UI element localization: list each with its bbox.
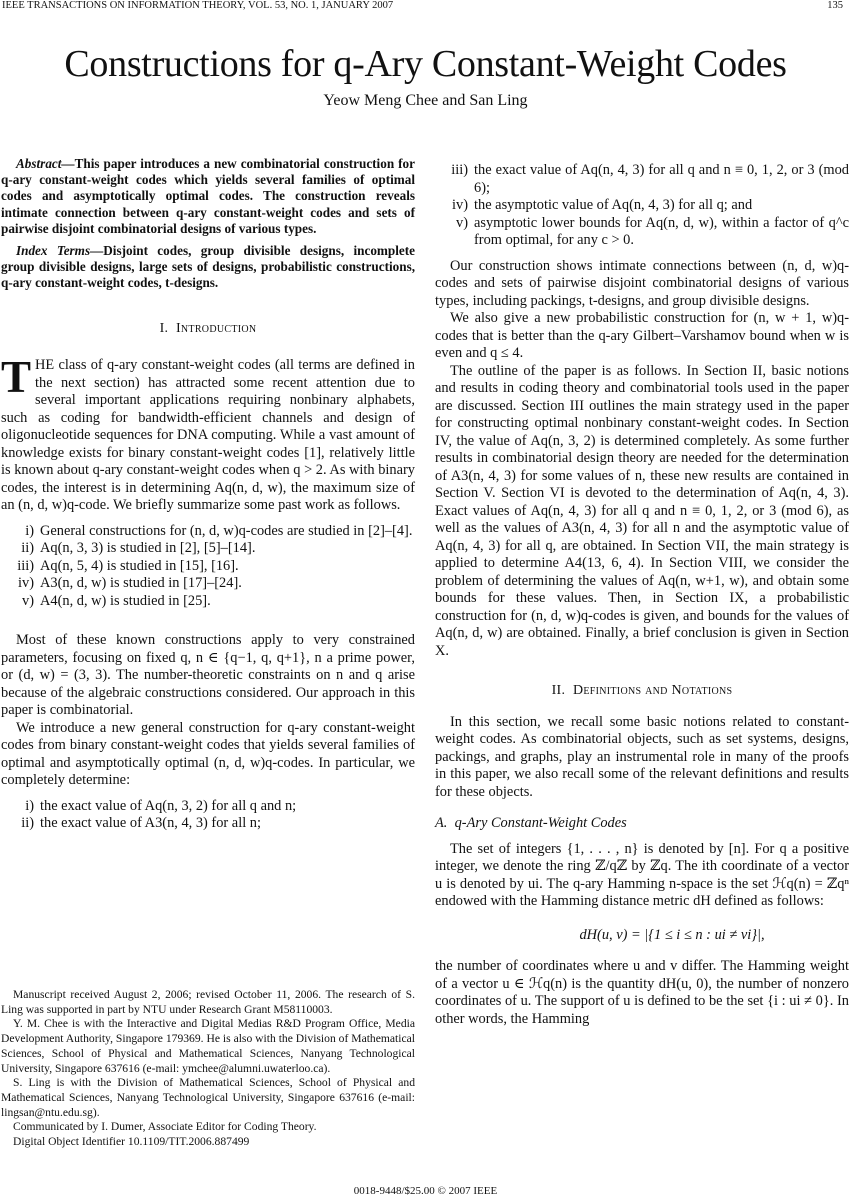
section-1-number: I.	[159, 320, 169, 336]
subsection-heading	[435, 815, 849, 833]
footnote: Communicated by I. Dumer, Associate Editor for Coding Theory.	[13, 1120, 317, 1134]
results-list-continued	[435, 162, 849, 250]
intro-paragraph-1	[1, 352, 415, 515]
list-item: ii) the exact value of A3(n, 4, 3) for all n;	[21, 815, 261, 832]
page-number: 135	[827, 0, 843, 11]
subsection-title: q-Ary Constant-Weight Codes	[454, 815, 627, 831]
results-list	[1, 798, 415, 833]
intro-paragraph-1-text: HE class of q-ary constant-weight codes (all terms are defined in the next section) has attracted some recent attention due to several important applications requiring nonbinary alphabets, such as coding for bandwidth-efficient channels and design of oligonucleotide sequences for DNA computing. While a vast amount of knowledge exists for binary constant-weight codes [1], relatively little is known about q-ary constant-weight codes when q > 2. As with binary codes, the interest is in determining Aq(n, d, w), the maximum size of an (n, d, w)q-code. We briefly summarize some past work as follows.	[1, 357, 415, 514]
footnote: Y. M. Chee is with the Interactive and Digital Medias R&D Program Office, Media Development Authority, Singapore 179369. He is also with the Division of Mathematical Sciences, School of Physical and Mathematical Sciences, Nanyang Technological University, Singapore 637616 (e-mail: ymchee@alumni.uwaterloo.ca).	[1, 1017, 415, 1075]
list-item: iv) A3(n, d, w) is studied in [17]–[24].	[18, 575, 242, 592]
left-column	[1, 156, 415, 841]
definitions-paragraph-2: The set of integers {1, . . . , n} is denoted by [n]. For q a positive integer, we denote the ring ℤ/qℤ by ℤq. The ith coordinate of a vector u is denoted by ui. The q-ary Hamming n-space is the set ℋq(n) = ℤqⁿ endowed with the Hamming distance metric dH defined as follows:	[435, 840, 849, 909]
definitions-paragraph-3: the number of coordinates where u and v differ. The Hamming weight of a vector u ∈ ℋq(n) is the quantity dH(u, 0), the number of nonzero coordinates of u. The support of u is defined to be the set {i : ui ≠ 0}. In other words, the Hamming	[435, 958, 849, 1027]
section-2-number: II.	[551, 683, 566, 698]
footnote: S. Ling is with the Division of Mathematical Sciences, School of Physical and Mathematical Sciences, Nanyang Technological University, Singapore 637616 (e-mail: lingsan@ntu.edu.sg).	[1, 1076, 415, 1119]
list-item: iii) the exact value of Aq(n, 4, 3) for all q and n ≡ 0, 1, 2, or 3 (mod 6);	[451, 162, 849, 196]
list-item: v) asymptotic lower bounds for Aq(n, d, w), within a factor of q^c from optimal, for any c > 0.	[456, 214, 849, 248]
intro-paragraph-3: We introduce a new general construction for q-ary constant-weight codes from binary constant-weight codes that yields several families of optimal and asymptotically optimal (n, d, w)q-codes. In particular, we completely determine:	[1, 719, 415, 789]
list-item: v) A4(n, d, w) is studied in [25].	[22, 592, 211, 609]
intro-paragraph-5: We also give a new probabilistic construction for (n, w + 1, w)q-codes that is better than the q-ary Gilbert–Varshamov bound when w is even and q ≤ 4.	[435, 310, 849, 361]
index-terms-text: Disjoint codes, group divisible designs, incomplete group divisible designs, large sets of designs, probabilistic constructions, q-ary constant-weight codes, t-designs.	[1, 243, 415, 291]
subsection-label: A.	[435, 815, 448, 831]
drop-cap: T	[1, 352, 32, 403]
list-item: i) General constructions for (n, d, w)q-codes are studied in [2]–[4].	[25, 522, 413, 539]
abstract-label: Abstract—	[16, 156, 75, 171]
journal-header: IEEE TRANSACTIONS ON INFORMATION THEORY, VOL. 53, NO. 1, JANUARY 2007	[2, 0, 394, 11]
section-2-heading	[435, 682, 849, 700]
past-work-list	[1, 523, 415, 611]
definitions-paragraph-1: In this section, we recall some basic notions related to constant-weight codes. As combinatorial objects, such as set systems, designs, packings, and graphs, play an instrumental role in many of the proofs in this paper, we also recall some of the relevant definitions and results for these objects.	[435, 713, 849, 800]
footnote: Manuscript received August 2, 2006; revised October 11, 2006. The research of S. Ling was supported in part by NTU under Research Grant M58110003.	[1, 988, 415, 1016]
list-item: iv) the asymptotic value of Aq(n, 4, 3) for all q; and	[452, 197, 753, 213]
list-item: i) the exact value of Aq(n, 3, 2) for all q and n;	[25, 797, 297, 814]
section-2-title: Definitions and Notations	[572, 683, 733, 698]
paper-title: Constructions for q-Ary Constant-Weight Codes	[64, 43, 787, 85]
right-column	[435, 156, 849, 1028]
section-1-heading	[1, 320, 415, 338]
page-footer: 0018-9448/$25.00 © 2007 IEEE	[353, 1185, 498, 1197]
paper-authors: Yeow Meng Chee and San Ling	[323, 92, 528, 109]
intro-paragraph-4: Our construction shows intimate connections between (n, d, w)q-codes and sets of pairwise disjoint combinatorial designs of various types, including packings, t-designs, and group divisible designs.	[435, 257, 849, 309]
list-item: iii) Aq(n, 5, 4) is studied in [15], [16].	[17, 557, 239, 574]
abstract	[1, 156, 415, 237]
list-item: ii) Aq(n, 3, 3) is studied in [2], [5]–[14].	[21, 540, 256, 557]
footnote: Digital Object Identifier 10.1109/TIT.2006.887499	[13, 1135, 250, 1149]
hamming-distance-equation: dH(u, v) = |{1 ≤ i ≤ n : ui ≠ vi}|,	[579, 926, 765, 943]
index-terms	[1, 243, 415, 292]
footnotes	[1, 988, 415, 1150]
section-1-title: Introduction	[175, 320, 257, 336]
intro-paragraph-2: Most of these known constructions apply to very constrained parameters, focusing on fixed q, n ∈ {q−1, q, q+1}, n a prime power, or (d, w) = (3, 3). The number-theoretic constraints on n and q arise because of the algebraic constructions considered. Our approach in this paper is combinatorial.	[1, 632, 415, 719]
index-terms-label: Index Terms—	[16, 243, 104, 259]
intro-paragraph-6: The outline of the paper is as follows. In Section II, basic notions and results in coding theory and combinatorial tools used in the paper are discussed. Section III outlines the main strategy used in the paper for constructing optimal nonbinary constant-weight codes. In Section IV, the value of Aq(n, 3, 2) is determined completely. As some further results in combinatorial design theory are needed for the determination of A3(n, 4, 3) for some values of n, these new results are contained in Section V. Section VI is devoted to the determination of Aq(n, 4, 3). Exact values of Aq(n, 4, 3) for all q and n ≡ 0, 1, 2, or 3 (mod 6), as well as the values of A3(n, 4, 3) for all n and the asymptotic value of Aq(n, 4, 3) for all q, are obtained. In Section VII, the main strategy is applied to determine A4(13, 6, 4). In Section VIII, we consider the problem of determining the values of Aq(n, w+1, w), and obtain some bounds for these values. Then, in Section IX, a probabilistic construction for (n, d, w)q-codes is given, and bounds for the values of Aq(n, d, w) are obtained. Finally, a brief conclusion is given in Section X.	[435, 362, 849, 659]
abstract-text: This paper introduces a new combinatorial construction for q-ary constant-weight codes which yields several families of optimal codes and asymptotically optimal codes. The construction reveals intimate connection between q-ary constant-weight codes and sets of pairwise disjoint combinatorial designs of various types.	[1, 156, 415, 236]
